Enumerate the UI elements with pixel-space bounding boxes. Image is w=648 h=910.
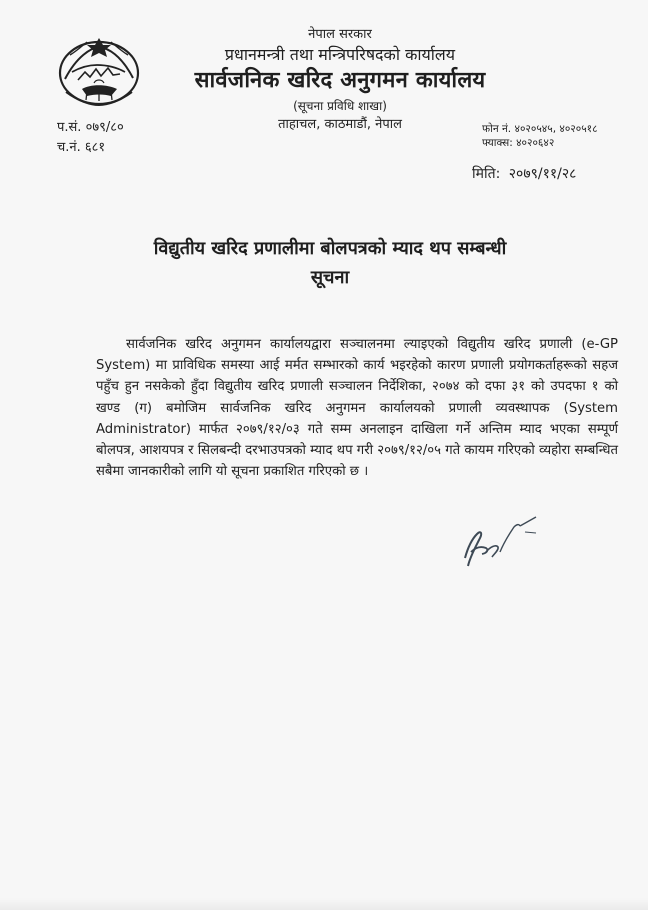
branch-name: (सूचना प्रविधि शाखा) [293, 99, 387, 113]
date-value: २०७९/११/२८ [508, 166, 577, 182]
notice-subtitle: सूचना [310, 267, 350, 288]
office-address: ताहाचल, काठमाडौं, नेपाल [278, 117, 402, 132]
phone-number: फोन नं. ४०२०५४५, ४०२०५१८ [482, 123, 598, 135]
notice-title: विद्युतीय खरिद प्रणालीमा बोलपत्रको म्याद थप सम्बन्धी [153, 238, 507, 259]
dispatch-number: च.नं. ६८१ [57, 140, 106, 155]
nepal-government-emblem [50, 30, 148, 112]
letter-number: प.सं. ०७९/८० [57, 120, 124, 135]
notice-body: सार्वजनिक खरिद अनुगमन कार्यालयद्वारा सञ्चालनमा ल्याइएको विद्युतीय खरिद प्रणाली (e-GP System) मा प्राविधिक समस्या आई मर्मत सम्भारको कार्य भइरहेको कारण प्रणाली प्रयोगकर्ताहरूको सहज पहुँच हुन नसकेको हुँदा विद्युतीय खरिद प्रणाली सञ्चालन निर्देशिका, २०७४ को दफा ३१ को उपदफा १ को खण्ड (ग) बमोजिम सार्वजनिक खरिद अनुगमन कार्यालयको प्रणाली व्यवस्थापक (System Administrator) मार्फत २०७९/१२/०३ गते सम्म अनलाइन दाखिला गर्ने अन्तिम म्याद भएका सम्पूर्ण बोलपत्र, आशयपत्र र सिलबन्दी दरभाउपत्रको म्याद थप गरी २०७९/१२/०५ गते कायम गरिएको व्यहोरा सम्बन्धित सबैमा जानकारीको लागि यो सूचना प्रकाशित गरिएको छ । [96, 337, 618, 480]
reference-numbers [57, 119, 124, 159]
fax-number: फ्याक्स: ४०२०६४२ [482, 137, 555, 149]
contact-info [482, 122, 628, 150]
office-header [180, 26, 500, 134]
issue-date [472, 164, 576, 184]
government-name: नेपाल सरकार [308, 27, 372, 42]
page-bottom-shadow [0, 898, 648, 910]
ministry-name: प्रधानमन्त्री तथा मन्त्रिपरिषदको कार्यालय [224, 45, 456, 64]
date-label: मिति: [472, 166, 501, 182]
handwritten-signature [458, 512, 550, 574]
office-name: सार्वजनिक खरिद अनुगमन कार्यालय [194, 68, 486, 93]
